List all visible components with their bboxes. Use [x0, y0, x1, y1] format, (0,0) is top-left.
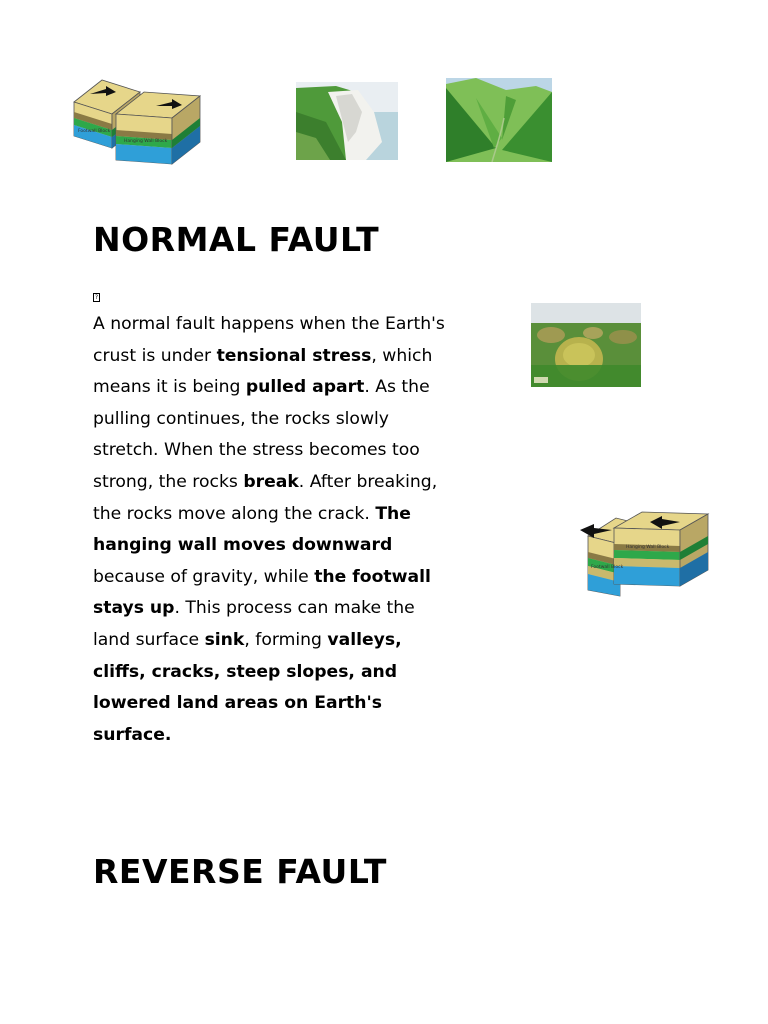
- bold-term-pulled-apart: pulled apart: [245, 377, 365, 398]
- footwall-label: Footwall Block: [591, 565, 624, 570]
- text-run: . As the pulling continues, the rocks slowly stretch. When the stress becomes too strong, the rocks: [93, 377, 430, 492]
- fault-block-svg: [578, 508, 710, 600]
- bold-term-footwall: the footwall stays up: [93, 566, 431, 619]
- cliff-photo: [296, 82, 398, 160]
- valley-photo: [446, 78, 552, 162]
- bold-term-tensional-stress: tensional stress: [216, 345, 372, 366]
- valley-photo-svg: [446, 78, 552, 162]
- bold-term-landforms: valleys, cliffs, cracks, steep slopes, and lowered land areas on Earth's surface.: [93, 629, 402, 745]
- fault-block-diagram-top: [72, 74, 202, 166]
- normal-fault-paragraph: [93, 309, 453, 751]
- section-title-reverse-fault: REVERSE FAULT: [93, 852, 387, 891]
- hills-photo-svg: [531, 303, 641, 387]
- text-run: , forming: [244, 629, 328, 650]
- text-run: A normal fault happens when the Earth's crust is under: [93, 314, 445, 366]
- bold-term-sink: sink: [204, 629, 245, 650]
- missing-glyph-marker: ?: [94, 294, 99, 301]
- hanging-wall-label: Hanging Wall Block: [626, 545, 670, 550]
- footwall-label: Footwall Block: [78, 129, 111, 134]
- cliff-photo-svg: [296, 82, 398, 160]
- hanging-wall-label: Hanging Wall Block: [124, 139, 168, 144]
- text-run: because of gravity, while: [93, 566, 315, 587]
- text-run: . After breaking, the rocks move along the crack.: [93, 471, 438, 524]
- section-title-normal-fault: NORMAL FAULT: [93, 220, 380, 259]
- bold-term-hanging-wall: The hanging wall moves downward: [93, 503, 411, 556]
- text-run: , which means it is being: [93, 345, 433, 398]
- fault-block-svg: [72, 74, 202, 166]
- bold-term-break: break: [243, 471, 299, 492]
- text-run: . This process can make the land surface: [93, 598, 415, 650]
- hills-photo: [531, 303, 641, 387]
- fault-block-diagram-right: [578, 508, 710, 600]
